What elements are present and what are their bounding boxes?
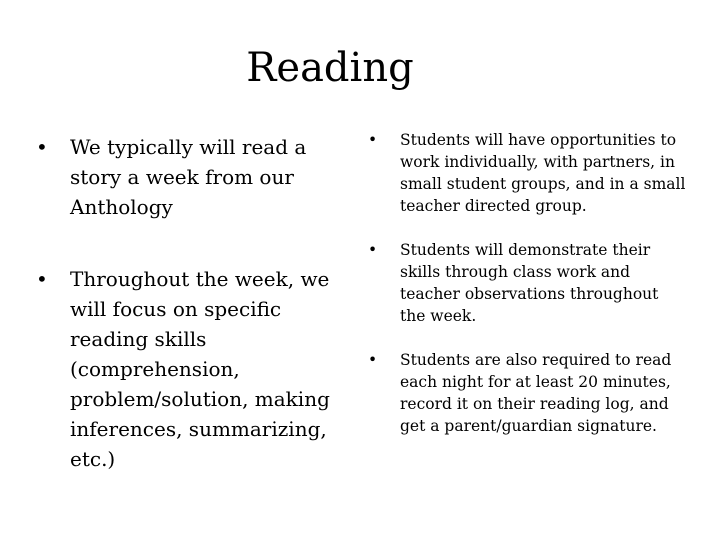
bullet-item [368,349,688,437]
bullet-item [368,239,688,327]
bullet-text: Students will demonstrate their skills through class work and teacher observations throughout the week. [400,241,659,325]
bullet-item [36,132,356,222]
bullet-item [36,264,356,474]
bullet-icon: • [36,267,48,291]
bullet-item [368,129,688,217]
right-bullet-list [368,129,688,437]
bullet-text: Students are also required to read each night for at least 20 minutes, record it on their reading log, and get a parent/guardian signature. [400,351,672,435]
bullet-icon: • [368,351,378,369]
bullet-icon: • [368,241,378,259]
bullet-icon: • [36,135,48,159]
left-bullet-list [36,132,356,516]
bullet-text: We typically will read a story a week from our Anthology [70,135,307,219]
bullet-text: Throughout the week, we will focus on specific reading skills (comprehension, problem/solution, making inferences, summarizing, etc.) [70,267,330,471]
bullet-text: Students will have opportunities to work individually, with partners, in small student groups, and in a small teacher directed group. [400,131,686,215]
bullet-icon: • [368,131,378,149]
slide-title: Reading [246,45,414,91]
